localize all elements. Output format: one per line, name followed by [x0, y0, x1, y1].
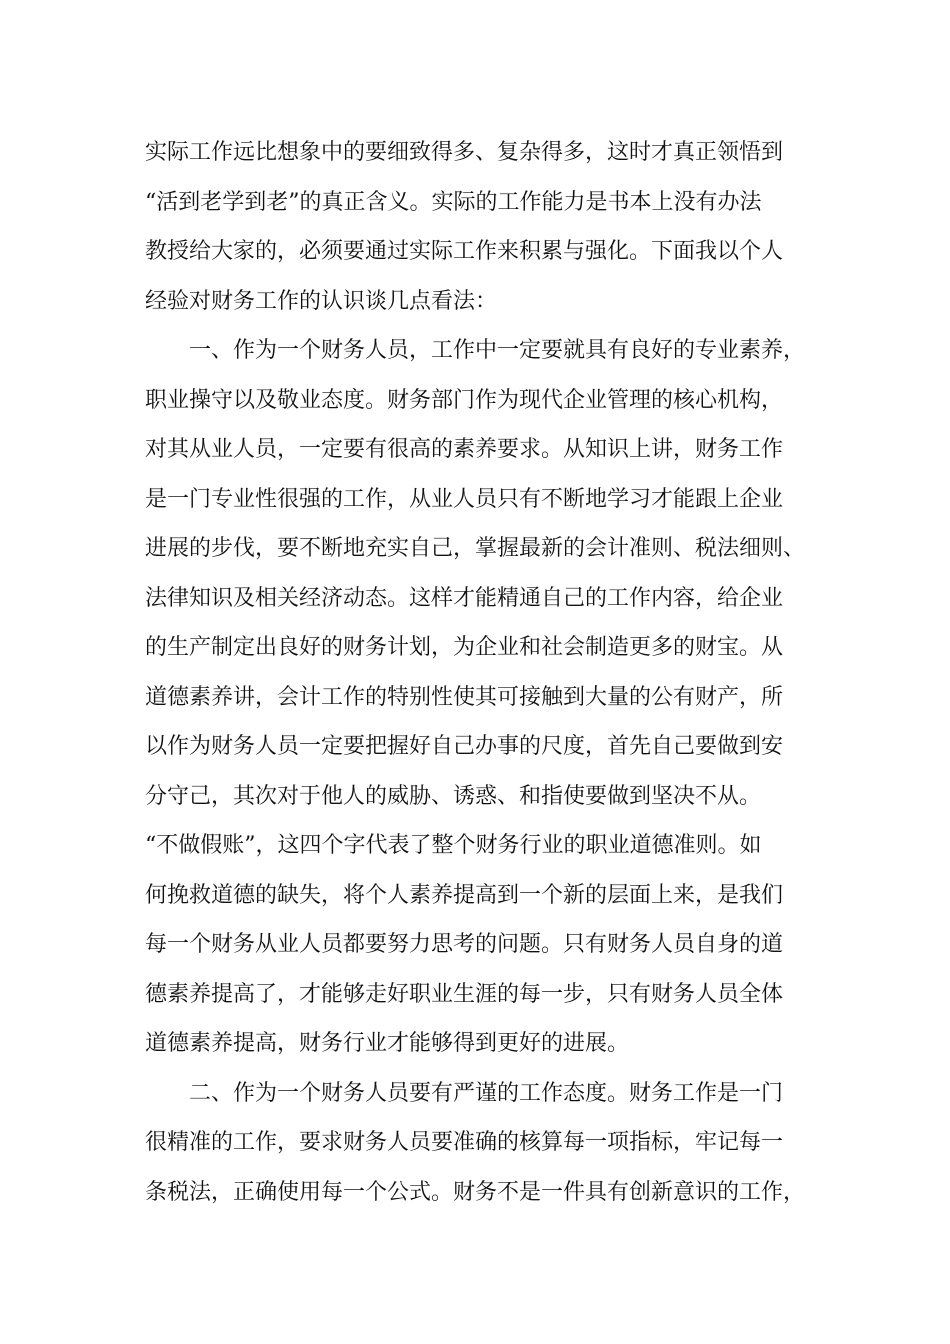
paragraph-start-line: 一、作为一个财务人员，工作中一定要就具有良好的专业素养， — [189, 338, 806, 363]
text-line: 的生产制定出良好的财务计划，为企业和社会制造更多的财宝。从 — [145, 635, 784, 660]
text-line: 以作为财务人员一定要把握好自己办事的尺度，首先自己要做到安 — [145, 734, 784, 759]
text-line: 实际工作远比想象中的要细致得多、复杂得多，这时才真正领悟到 — [145, 140, 784, 165]
text-line: 进展的步伐，要不断地充实自己，掌握最新的会计准则、税法细则、 — [145, 536, 806, 561]
text-line: 法律知识及相关经济动态。这样才能精通自己的工作内容，给企业 — [145, 585, 784, 611]
text-line: 分守己，其次对于他人的威胁、诱惑、和指使要做到坚决不从。 — [145, 783, 762, 809]
text-line: 教授给大家的，必须要通过实际工作来积累与强化。下面我以个人 — [145, 239, 784, 264]
text-line: 每一个财务从业人员都要努力思考的问题。只有财务人员自身的道 — [145, 932, 784, 957]
text-line: 很精准的工作，要求财务人员要准确的核算每一项指标，牢记每一 — [145, 1130, 784, 1155]
text-line: 德素养提高了，才能够走好职业生涯的每一步，只有财务人员全体 — [145, 981, 784, 1007]
text-line: 何挽救道德的缺失，将个人素养提高到一个新的层面上来，是我们 — [145, 882, 784, 908]
text-line: “不做假账”，这四个字代表了整个财务行业的职业道德准则。如 — [145, 833, 762, 858]
text-line: 道德素养提高，财务行业才能够得到更好的进展。 — [145, 1031, 630, 1056]
text-line: “活到老学到老”的真正含义。实际的工作能力是书本上没有办法 — [145, 189, 762, 215]
text-line: 条税法，正确使用每一个公式。财务不是一件具有创新意识的工作， — [145, 1179, 806, 1205]
text-line: 职业操守以及敬业态度。财务部门作为现代企业管理的核心机构， — [145, 387, 784, 413]
text-line: 对其从业人员，一定要有很高的素养要求。从知识上讲，财务工作 — [145, 437, 784, 462]
text-line: 道德素养讲，会计工作的特别性使其可接触到大量的公有财产，所 — [145, 684, 784, 710]
text-line: 是一门专业性很强的工作，从业人员只有不断地学习才能跟上企业 — [145, 486, 784, 512]
paragraph-start-line: 二、作为一个财务人员要有严谨的工作态度。财务工作是一门 — [189, 1080, 784, 1106]
text-line: 经验对财务工作的认识谈几点看法： — [145, 288, 498, 314]
body-text — [145, 128, 825, 1217]
